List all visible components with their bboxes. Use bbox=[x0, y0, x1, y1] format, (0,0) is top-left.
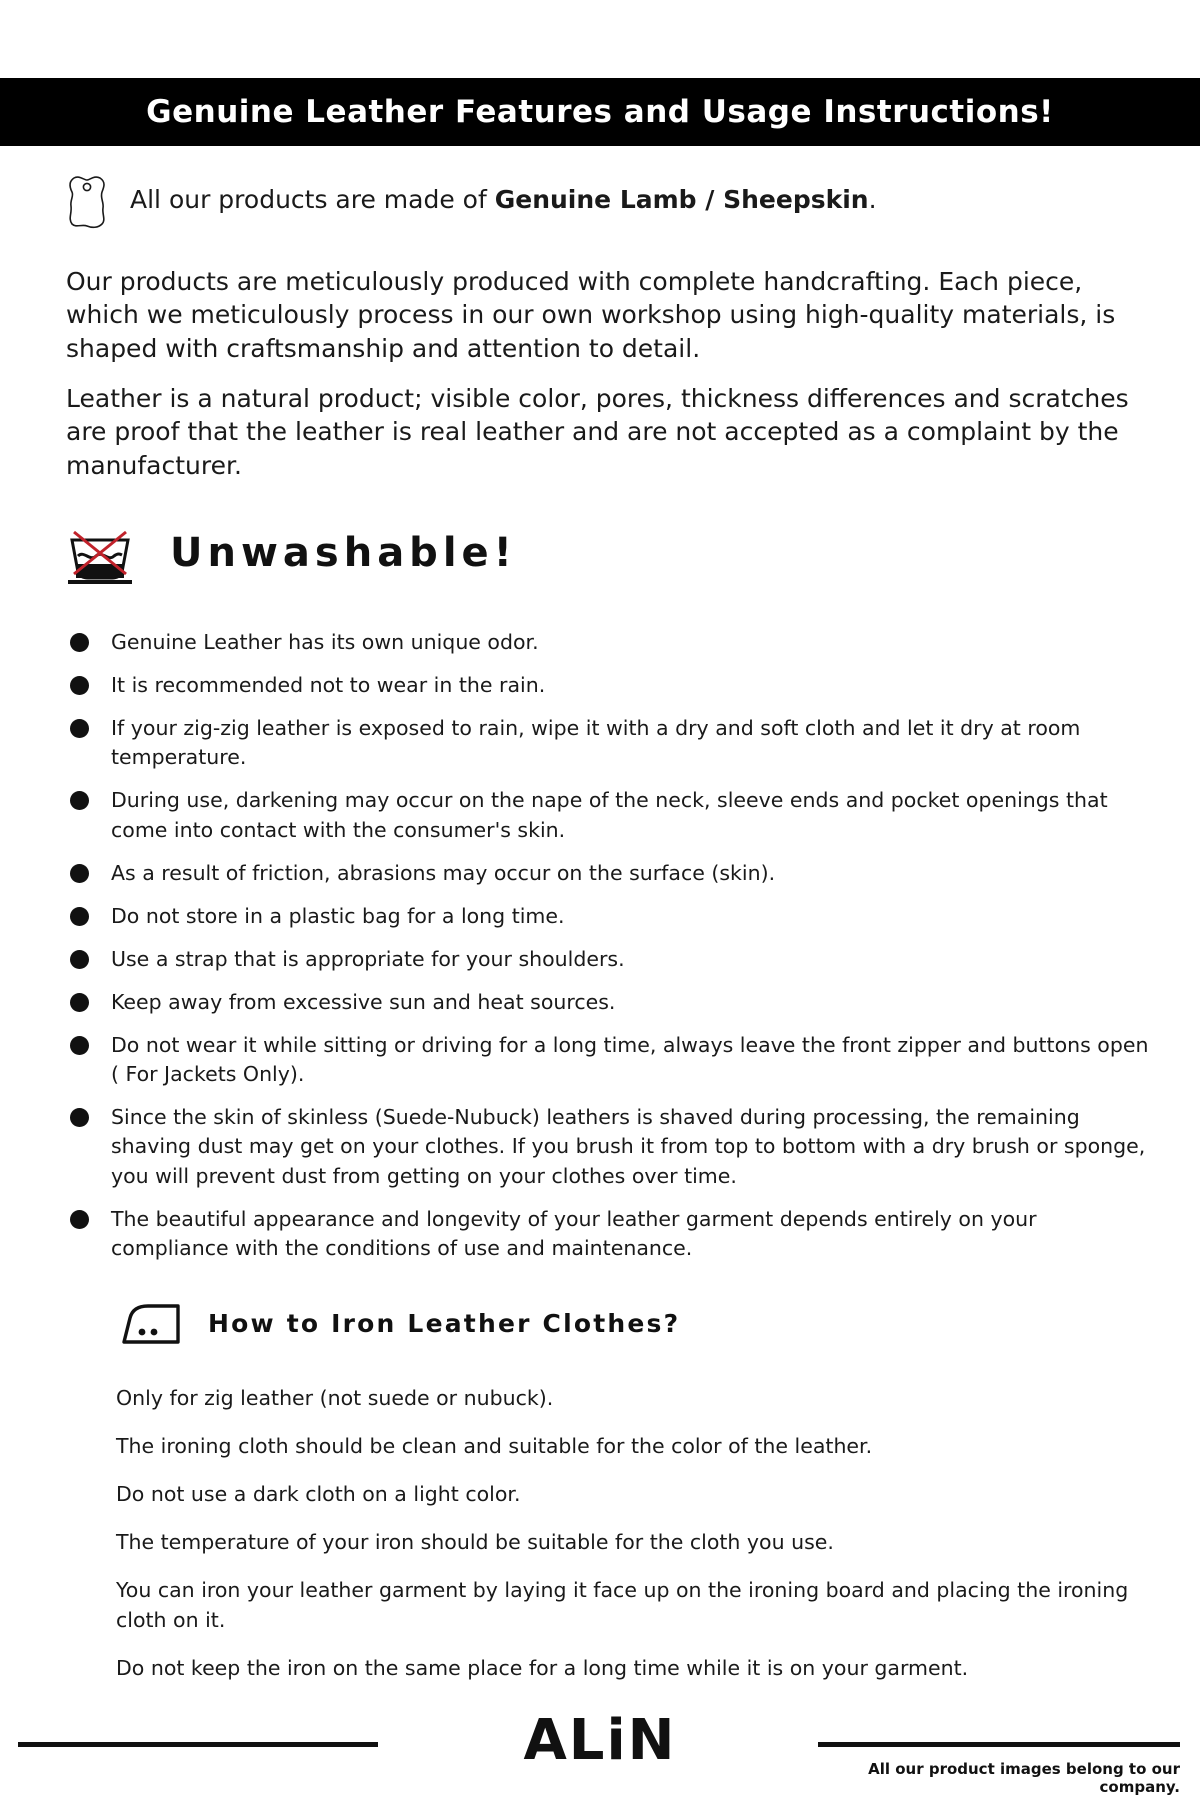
intro-paragraph-2: Leather is a natural product; visible color, pores, thickness differences and scratches are proof that the leather is real leather and are not accepted as a complaint by the manufacturer. bbox=[66, 384, 1129, 480]
list-item bbox=[70, 988, 1160, 1017]
list-item-text: Since the skin of skinless (Suede-Nubuck) leathers is shaved during processing, the remaining shaving dust may get on your clothes. If you brush it from top to bottom with a dry brush or sponge, you will prevent dust from getting on your clothes over time. bbox=[111, 1105, 1146, 1188]
list-item-text: Genuine Leather has its own unique odor. bbox=[111, 630, 539, 654]
unwashable-list bbox=[70, 628, 1160, 1277]
list-item bbox=[70, 1205, 1160, 1263]
list-item-text: As a result of friction, abrasions may occur on the surface (skin). bbox=[111, 860, 776, 885]
intro-paragraph-1: Our products are meticulously produced with complete handcrafting. Each piece, which we meticulously process in our own workshop using high-quality materials, is shaped with craftsmanship and attention to detail. bbox=[66, 267, 1116, 363]
bullet-dot-icon bbox=[70, 993, 89, 1012]
ironing-title: How to Iron Leather Clothes? bbox=[208, 1308, 681, 1338]
bullet-dot-icon bbox=[70, 1108, 89, 1127]
ironing-line: Do not keep the iron on the same place for a long time while it is on your garment. bbox=[116, 1655, 969, 1680]
intro-line-prefix: All our products are made of bbox=[130, 185, 495, 214]
bullet-dot-icon bbox=[70, 633, 89, 652]
bullet-dot-icon bbox=[70, 676, 89, 695]
footer bbox=[0, 1690, 1200, 1800]
list-item-text: Use a strap that is appropriate for your shoulders. bbox=[111, 946, 625, 971]
ironing-list bbox=[116, 1384, 1156, 1702]
no-wash-icon bbox=[62, 520, 138, 586]
list-item bbox=[70, 945, 1160, 974]
bullet-dot-icon bbox=[70, 1210, 89, 1229]
list-item bbox=[70, 628, 1160, 657]
list-item bbox=[70, 671, 1160, 700]
intro-line-suffix: . bbox=[868, 185, 877, 214]
intro-line bbox=[130, 178, 877, 215]
list-item bbox=[70, 714, 1160, 772]
list-item-text: It is recommended not to wear in the rain. bbox=[111, 673, 546, 698]
list-item bbox=[70, 1031, 1160, 1089]
list-item-text: The beautiful appearance and longevity of your leather garment depends entirely on your compliance with the conditions of use and maintenance. bbox=[111, 1206, 1037, 1260]
unwashable-heading bbox=[62, 520, 517, 586]
brand-logo: ALiN bbox=[523, 1708, 677, 1773]
bullet-dot-icon bbox=[70, 907, 89, 926]
bullet-dot-icon bbox=[70, 950, 89, 969]
ironing-line: Only for zig leather (not suede or nubuck). bbox=[116, 1386, 554, 1410]
page-title: Genuine Leather Features and Usage Instructions! bbox=[146, 94, 1054, 130]
intro-row bbox=[66, 178, 1146, 230]
ironing-line: Do not use a dark cloth on a light color. bbox=[116, 1482, 521, 1507]
ironing-line: You can iron your leather garment by laying it face up on the ironing board and placing the ironing cloth on it. bbox=[116, 1578, 1129, 1632]
leather-hide-icon bbox=[66, 174, 108, 230]
list-item-text: Do not wear it while sitting or driving for a long time, always leave the front zipper and buttons open ( For Jackets Only). bbox=[111, 1033, 1149, 1087]
unwashable-title: Unwashable! bbox=[170, 530, 517, 576]
list-item-text: During use, darkening may occur on the nape of the neck, sleeve ends and pocket openings that come into contact with the consumer's skin. bbox=[111, 788, 1108, 842]
list-item bbox=[70, 902, 1160, 931]
list-item bbox=[70, 859, 1160, 888]
list-item bbox=[70, 1103, 1160, 1190]
list-item bbox=[70, 786, 1160, 844]
list-item-text: Do not store in a plastic bag for a long time. bbox=[111, 903, 565, 928]
ironing-line: The temperature of your iron should be suitable for the cloth you use. bbox=[116, 1530, 834, 1555]
list-item-text: Keep away from excessive sun and heat sources. bbox=[111, 989, 616, 1014]
iron-icon bbox=[120, 1300, 186, 1346]
bullet-dot-icon bbox=[70, 1036, 89, 1055]
list-item-text: If your zig-zig leather is exposed to rain, wipe it with a dry and soft cloth and let it dry at room temperature. bbox=[111, 716, 1081, 770]
ironing-line: The ironing cloth should be clean and suitable for the color of the leather. bbox=[116, 1434, 873, 1459]
bullet-dot-icon bbox=[70, 791, 89, 810]
intro-line-strong: Genuine Lamb / Sheepskin bbox=[494, 185, 869, 214]
footer-note: All our product images belong to our company. bbox=[868, 1760, 1180, 1796]
header-banner bbox=[0, 78, 1200, 146]
bullet-dot-icon bbox=[70, 864, 89, 883]
ironing-heading bbox=[120, 1300, 680, 1346]
bullet-dot-icon bbox=[70, 719, 89, 738]
